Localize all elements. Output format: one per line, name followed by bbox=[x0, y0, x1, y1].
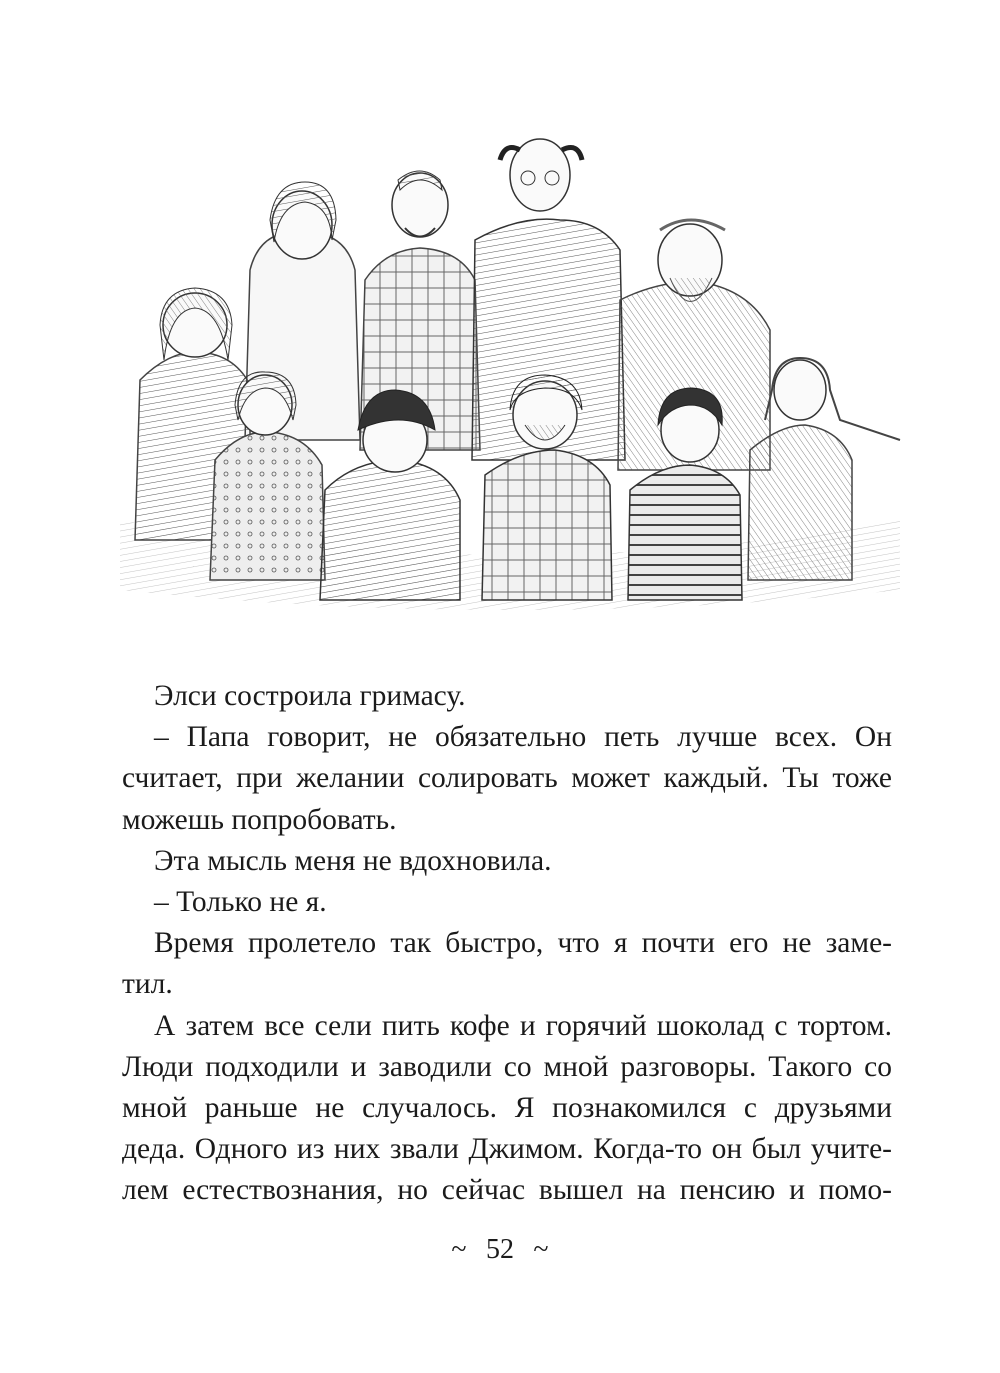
page-number bbox=[0, 1232, 1000, 1268]
ornament-right: ~ bbox=[533, 1234, 549, 1265]
text-line: – Только не я. bbox=[154, 886, 327, 919]
text-line: Люди подходили и заводили со мной разговоры. Такого со bbox=[122, 1050, 892, 1083]
text-line: лем естествознания, но сейчас вышел на пенсию и помо- bbox=[122, 1174, 892, 1207]
text-line: Эта мысль меня не вдохновила. bbox=[154, 844, 552, 877]
text-line: Время пролетело так быстро, что я почти его не заме- bbox=[154, 927, 892, 960]
text-line: А затем все сели пить кофе и горячий шоколад с тортом. bbox=[154, 1009, 892, 1042]
text-line: мной раньше не случалось. Я познакомился с друзьями bbox=[122, 1092, 892, 1125]
group-singing-illustration bbox=[100, 120, 920, 630]
text-line: считает, при желании солировать может каждый. Ты тоже bbox=[122, 762, 892, 795]
body-text bbox=[122, 676, 892, 1212]
text-line: можешь попробовать. bbox=[122, 803, 397, 836]
text-line: – Папа говорит, не обязательно петь лучше всех. Он bbox=[154, 721, 892, 754]
text-line: деда. Одного из них звали Джимом. Когда-то он был учите- bbox=[122, 1133, 892, 1166]
ornament-left: ~ bbox=[451, 1234, 467, 1265]
page-number-value: 52 bbox=[486, 1234, 514, 1265]
text-line: тил. bbox=[122, 968, 173, 1001]
text-line: Элси состроила гримасу. bbox=[154, 680, 466, 712]
